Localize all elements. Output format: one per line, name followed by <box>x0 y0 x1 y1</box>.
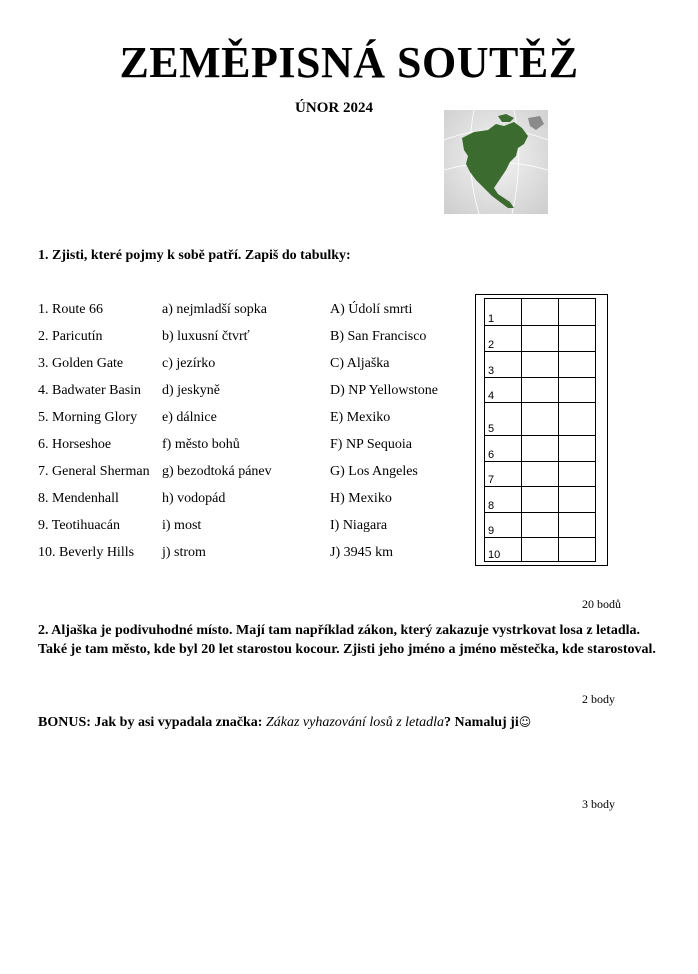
term-item: 1. Route 66 <box>38 302 103 317</box>
grid-answer-cell[interactable] <box>522 513 559 538</box>
term-item: 9. Teotihuacán <box>38 518 120 533</box>
description-item: j) strom <box>162 545 206 560</box>
grid-number-cell: 2 <box>485 326 522 352</box>
grid-answer-cell[interactable] <box>559 352 596 378</box>
grid-row <box>485 487 596 513</box>
descriptions-column <box>162 301 272 571</box>
task1-points: 20 bodů <box>582 597 621 611</box>
place-item: E) Mexiko <box>330 410 391 425</box>
task1-instruction: 1. Zjisti, které pojmy k sobě patří. Zapiš do tabulky: <box>38 248 351 263</box>
smiley-icon: ☺ <box>518 715 532 729</box>
term-item: 5. Morning Glory <box>38 410 138 425</box>
place-item: G) Los Angeles <box>330 464 418 479</box>
task2-points: 2 body <box>582 692 615 706</box>
grid-row <box>485 326 596 352</box>
description-item: i) most <box>162 518 202 533</box>
grid-answer-cell[interactable] <box>559 462 596 487</box>
grid-answer-cell[interactable] <box>559 436 596 462</box>
grid-row <box>485 436 596 462</box>
grid-answer-cell[interactable] <box>522 326 559 352</box>
grid-answer-cell[interactable] <box>559 299 596 326</box>
description-item: e) dálnice <box>162 410 217 425</box>
term-item: 3. Golden Gate <box>38 356 124 371</box>
bonus-suffix: ? Namaluj ji <box>444 715 519 730</box>
grid-number-cell: 3 <box>485 352 522 378</box>
place-item: C) Aljaška <box>330 356 390 371</box>
grid-answer-cell[interactable] <box>559 513 596 538</box>
terms-column <box>38 301 150 571</box>
grid-number-cell: 7 <box>485 462 522 487</box>
term-item: 10. Beverly Hills <box>38 545 135 560</box>
bonus-sign-name: Zákaz vyhazování losů z letadla <box>265 715 445 730</box>
grid-answer-cell[interactable] <box>559 378 596 403</box>
bonus-points: 3 body <box>582 797 615 811</box>
bonus-task <box>38 715 531 731</box>
grid-number-cell: 1 <box>485 299 522 326</box>
grid-row <box>485 352 596 378</box>
place-item: D) NP Yellowstone <box>330 383 438 398</box>
place-item: B) San Francisco <box>330 329 427 344</box>
grid-row <box>485 378 596 403</box>
place-item: J) 3945 km <box>330 545 393 560</box>
grid-answer-cell[interactable] <box>522 462 559 487</box>
grid-number-cell: 4 <box>485 378 522 403</box>
places-column <box>330 301 438 571</box>
grid-answer-cell[interactable] <box>559 538 596 562</box>
place-item: I) Niagara <box>330 518 388 533</box>
place-item: F) NP Sequoia <box>330 437 412 452</box>
term-item: 6. Horseshoe <box>38 437 112 452</box>
grid-row <box>485 403 596 436</box>
north-america-map-image <box>444 110 548 214</box>
term-item: 2. Paricutín <box>38 329 103 344</box>
grid-answer-cell[interactable] <box>559 487 596 513</box>
description-item: b) luxusní čtvrť <box>162 329 250 344</box>
term-item: 4. Badwater Basin <box>38 383 142 398</box>
grid-number-cell: 5 <box>485 403 522 436</box>
description-item: c) jezírko <box>162 356 216 371</box>
place-item: H) Mexiko <box>330 491 392 506</box>
place-item: A) Údolí smrti <box>330 302 413 317</box>
grid-row <box>485 299 596 326</box>
term-item: 8. Mendenhall <box>38 491 119 506</box>
grid-row <box>485 538 596 562</box>
date-subtitle: ÚNOR 2024 <box>295 100 373 116</box>
grid-row <box>485 513 596 538</box>
grid-answer-cell[interactable] <box>522 538 559 562</box>
answer-grid <box>484 298 596 562</box>
grid-number-cell: 10 <box>485 538 522 562</box>
grid-answer-cell[interactable] <box>522 299 559 326</box>
description-item: a) nejmladší sopka <box>162 302 267 317</box>
description-item: g) bezodtoká pánev <box>162 464 272 479</box>
grid-answer-cell[interactable] <box>522 436 559 462</box>
grid-answer-cell[interactable] <box>522 352 559 378</box>
grid-number-cell: 8 <box>485 487 522 513</box>
page-title: ZEMĚPISNÁ SOUTĚŽ <box>119 38 579 87</box>
grid-answer-cell[interactable] <box>559 326 596 352</box>
bonus-prefix: BONUS: Jak by asi vypadala značka: <box>38 715 266 730</box>
description-item: f) město bohů <box>162 437 240 452</box>
description-item: h) vodopád <box>162 491 226 506</box>
grid-answer-cell[interactable] <box>559 403 596 436</box>
grid-row <box>485 462 596 487</box>
grid-answer-cell[interactable] <box>522 378 559 403</box>
grid-number-cell: 9 <box>485 513 522 538</box>
task2-text: 2. Aljaška je podivuhodné místo. Mají tam například zákon, který zakazuje vystrkovat losa z letadla. Také je tam město, kde byl 20 let starostou kocour. Zjisti jeho jméno a jméno městečka, kde starostoval. <box>38 623 656 657</box>
description-item: d) jeskyně <box>162 383 220 398</box>
grid-answer-cell[interactable] <box>522 487 559 513</box>
grid-number-cell: 6 <box>485 436 522 462</box>
term-item: 7. General Sherman <box>38 464 150 479</box>
grid-answer-cell[interactable] <box>522 403 559 436</box>
